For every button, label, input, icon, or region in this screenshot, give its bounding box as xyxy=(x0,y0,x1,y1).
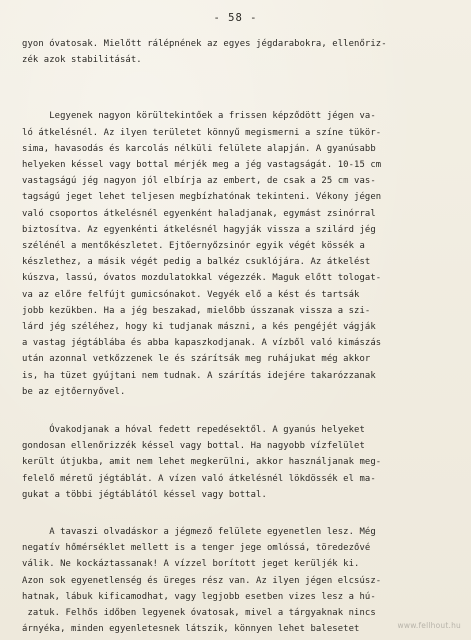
text-line: kúszva, lassú, óvatos mozdulatokkal végezzék. Maguk előtt tologat- xyxy=(22,273,382,284)
text-line: árnyéka, minden egyenletesnek látszik, könnyen lehet balesetet xyxy=(22,624,360,635)
text-line: zék azok stabilitását. xyxy=(22,55,142,66)
text-line: a vastag jégtáblába és abba kapaszkodjanak. A vízből való kimászás xyxy=(22,338,382,349)
body-text xyxy=(22,36,454,638)
text-line: gukat a többi jégtáblától késsel vagy bottal. xyxy=(22,489,267,500)
text-line: hatnak, lábuk kificamodhat, vagy legjobb esetben vizes lesz a hú- xyxy=(22,591,376,602)
text-line: va az előre felfújt gumicsónakot. Vegyék elő a kést és tartsák xyxy=(22,289,360,300)
text-line: be az ejtőernyővel. xyxy=(22,386,126,397)
paragraph-1 xyxy=(22,36,454,68)
text-line: Óvakodjanak a hóval fedett repedésektől. A gyanús helyeket xyxy=(22,425,365,436)
text-line: helyeken késsel vagy bottal mérjék meg a jég vastagságát. 10-15 cm xyxy=(22,160,382,171)
text-line: szélénél a mentőkészletet. Ejtőernyőzsinór egyik végét kössék a xyxy=(22,241,365,252)
text-line: gyon óvatosak. Mielőtt rálépnének az egyes jégdarabokra, ellenőriz- xyxy=(22,39,387,49)
text-line: tagságú jeget lehet teljesen megbízhatónak tekinteni. Vékony jégen xyxy=(22,192,382,203)
text-line: is, ha tüzet gyújtani nem tudnak. A szárítás idejére takarózzanak xyxy=(22,370,376,381)
text-line: Legyenek nagyon körültekintőek a frissen képződött jégen va- xyxy=(22,111,376,122)
text-line: került útjukba, amit nem lehet megkerülni, akkor használjanak meg- xyxy=(22,457,382,468)
paragraph-2 xyxy=(22,108,454,400)
text-line: jobb kezükben. Ha a jég beszakad, mielőbb ússzanak vissza a szi- xyxy=(22,305,371,316)
page-number: - 58 - xyxy=(213,12,258,24)
text-line: felelő méretű jégtáblát. A vízen való átkelésnél lökdössék el ma- xyxy=(22,473,376,484)
text-line: negatív hőmérséklet mellett is a tenger jege omlóssá, töredezővé xyxy=(22,543,371,554)
text-line: vastagságú jég nagyon jól elbírja az embert, de csak a 25 cm vas- xyxy=(22,176,376,187)
text-line: biztosítva. Az egyenkénti átkelésnél hagyják vissza a szilárd jég xyxy=(22,224,376,235)
text-line: ló átkelésnél. Az ilyen területet könnyű megismerni a színe tükör- xyxy=(22,127,382,138)
paragraph-4 xyxy=(22,524,454,637)
text-line: válik. Ne kockáztassanak! A vízzel borított jeget kerüljék ki. xyxy=(22,559,360,570)
text-line: lárd jég széléhez, hogy ki tudjanak mászni, a kés pengéjét vágják xyxy=(22,322,376,333)
text-line: való csoportos átkelésnél egyenként haladjanak, egymást zsinórral xyxy=(22,208,376,219)
text-line: A tavaszi olvadáskor a jégmező felülete egyenetlen lesz. Még xyxy=(22,527,376,538)
text-line: készlethez, a másik végét pedig a balkéz csuklójára. Az átkelést xyxy=(22,257,371,268)
text-line: zatuk. Felhős időben legyenek óvatosak, mivel a tárgyaknak nincs xyxy=(22,608,376,619)
paragraph-3 xyxy=(22,422,454,503)
text-line: gondosan ellenőrizzék késsel vagy bottal. Ha nagyobb vízfelület xyxy=(22,441,365,452)
watermark: www.fellhout.hu xyxy=(397,621,461,630)
text-line: sima, havasodás és karcolás nélküli felülete alapján. A gyanúsabb xyxy=(22,143,376,154)
text-line: után azonnal vetkőzzenek le és szárítsák meg ruhájukat még akkor xyxy=(22,354,371,365)
text-line: Azon sok egyenetlenség és üreges rész van. Az ilyen jégen elcsúsz- xyxy=(22,575,382,586)
